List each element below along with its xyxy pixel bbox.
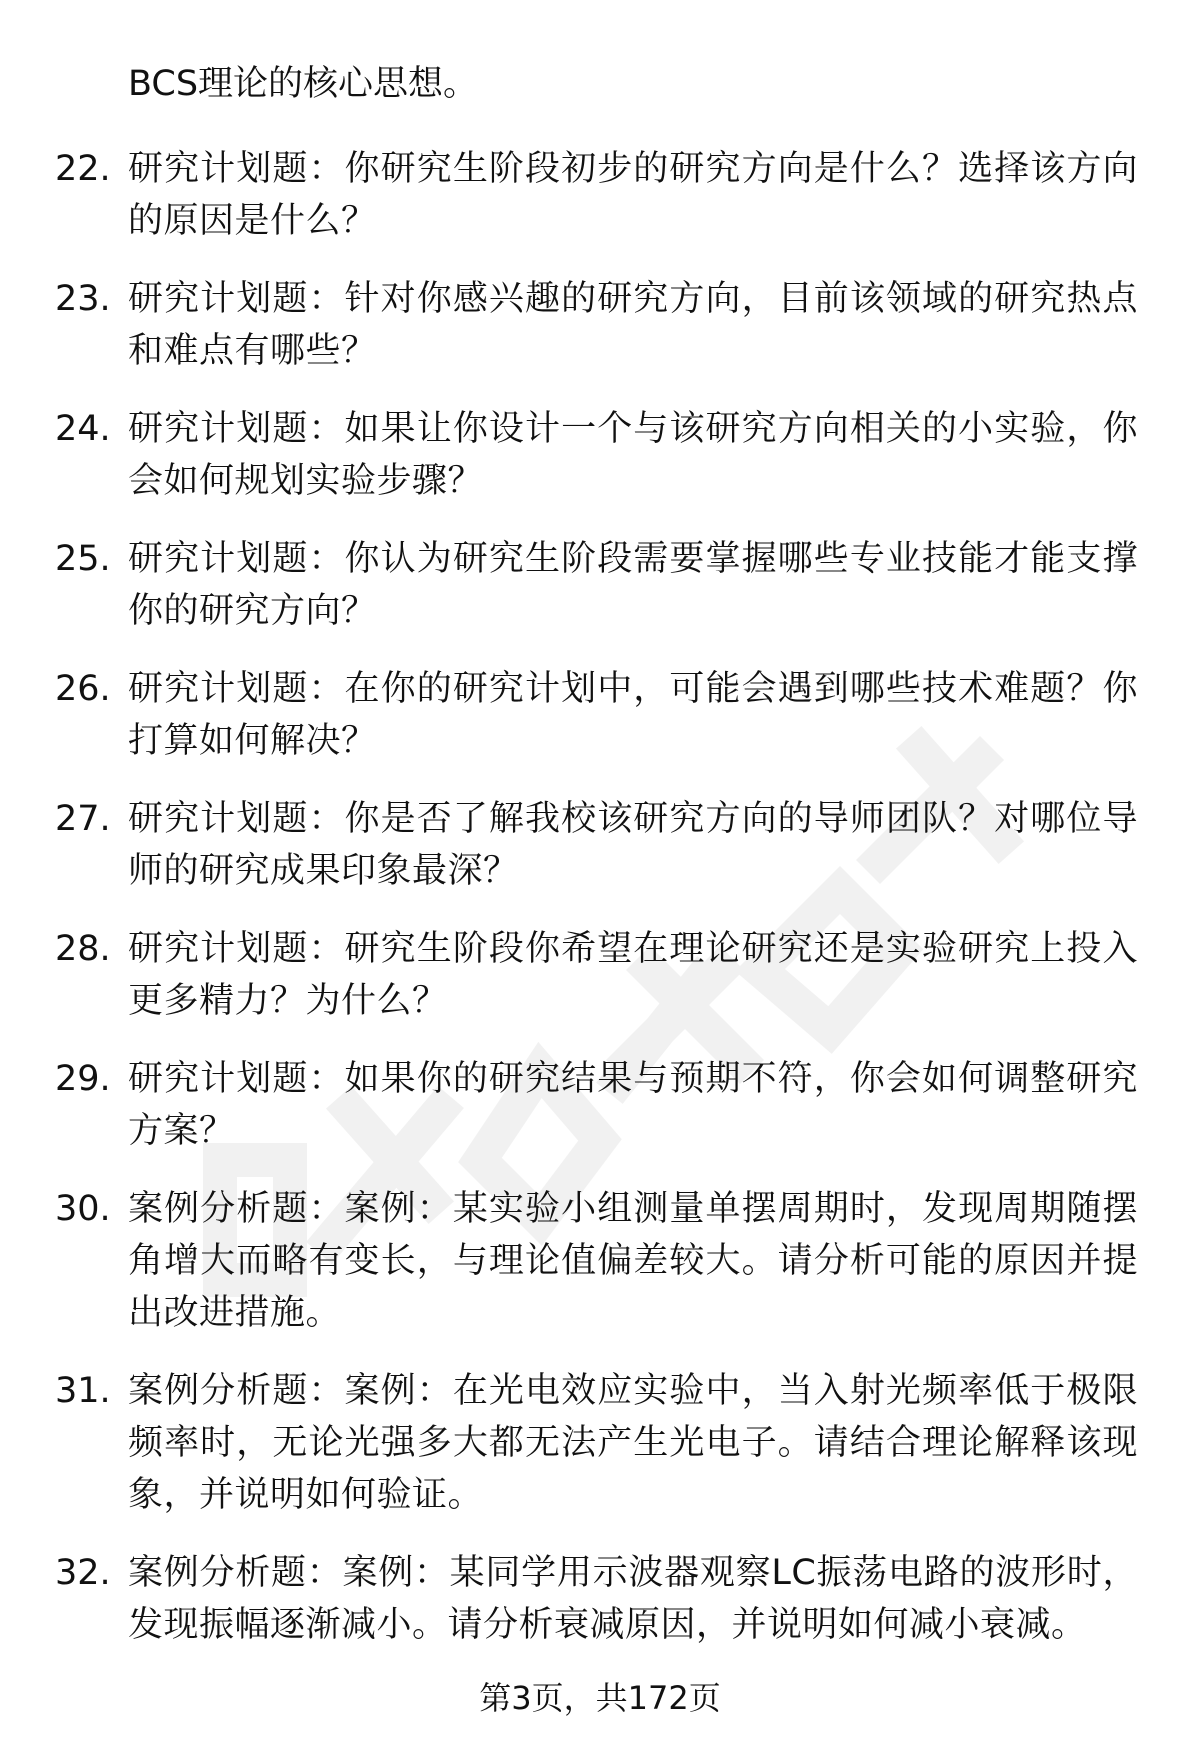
question-text: 研究计划题：你研究生阶段初步的研究方向是什么？选择该方向的原因是什么？ xyxy=(128,149,1138,241)
list-item xyxy=(0,923,1200,1027)
question-text: 案例分析题：案例：某实验小组测量单摆周期时，发现周期随摆角增大而略有变长，与理论值偏差较大。请分析可能的原因并提出改进措施。 xyxy=(128,1189,1138,1333)
question-number: 22. xyxy=(55,149,111,189)
list-item xyxy=(0,273,1200,377)
question-number: 28. xyxy=(55,929,111,969)
question-text: 研究计划题：你认为研究生阶段需要掌握哪些专业技能才能支撑你的研究方向？ xyxy=(128,539,1138,631)
question-number: 32. xyxy=(55,1553,111,1593)
question-text: 研究计划题：你是否了解我校该研究方向的导师团队？对哪位导师的研究成果印象最深？ xyxy=(128,799,1138,891)
list-item xyxy=(0,533,1200,637)
list-item xyxy=(0,1183,1200,1339)
question-text: 研究计划题：针对你感兴趣的研究方向，目前该领域的研究热点和难点有哪些？ xyxy=(128,279,1138,371)
question-number: 29. xyxy=(55,1059,111,1099)
list-item xyxy=(0,1547,1200,1651)
question-number: 27. xyxy=(55,799,111,839)
question-number: 23. xyxy=(55,279,111,319)
question-number: 24. xyxy=(55,409,111,449)
question-text: 研究计划题：在你的研究计划中，可能会遇到哪些技术难题？你打算如何解决？ xyxy=(128,669,1138,761)
question-text: 研究计划题：如果你的研究结果与预期不符，你会如何调整研究方案？ xyxy=(128,1059,1138,1151)
question-text: 案例分析题：案例：某同学用示波器观察LC振荡电路的波形时，发现振幅逐渐减小。请分析衰减原因，并说明如何减小衰减。 xyxy=(128,1553,1138,1645)
question-text: 案例分析题：案例：在光电效应实验中，当入射光频率低于极限频率时，无论光强多大都无法产生光电子。请结合理论解释该现象，并说明如何验证。 xyxy=(128,1371,1138,1515)
question-text: 研究计划题：如果让你设计一个与该研究方向相关的小实验，你会如何规划实验步骤？ xyxy=(128,409,1138,501)
question-number: 25. xyxy=(55,539,111,579)
list-item xyxy=(0,1053,1200,1157)
question-number: 31. xyxy=(55,1371,111,1411)
list-item xyxy=(0,403,1200,507)
list-item xyxy=(0,1365,1200,1521)
continuation-text: BCS理论的核心思想。 xyxy=(128,64,479,104)
question-number: 30. xyxy=(55,1189,111,1229)
question-number: 26. xyxy=(55,669,111,709)
list-item xyxy=(0,793,1200,897)
list-item xyxy=(0,663,1200,767)
page-footer: 第3页，共172页 xyxy=(479,1679,721,1717)
question-list xyxy=(0,143,1200,1677)
list-item xyxy=(0,143,1200,247)
question-text: 研究计划题：研究生阶段你希望在理论研究还是实验研究上投入更多精力？为什么？ xyxy=(128,929,1138,1021)
